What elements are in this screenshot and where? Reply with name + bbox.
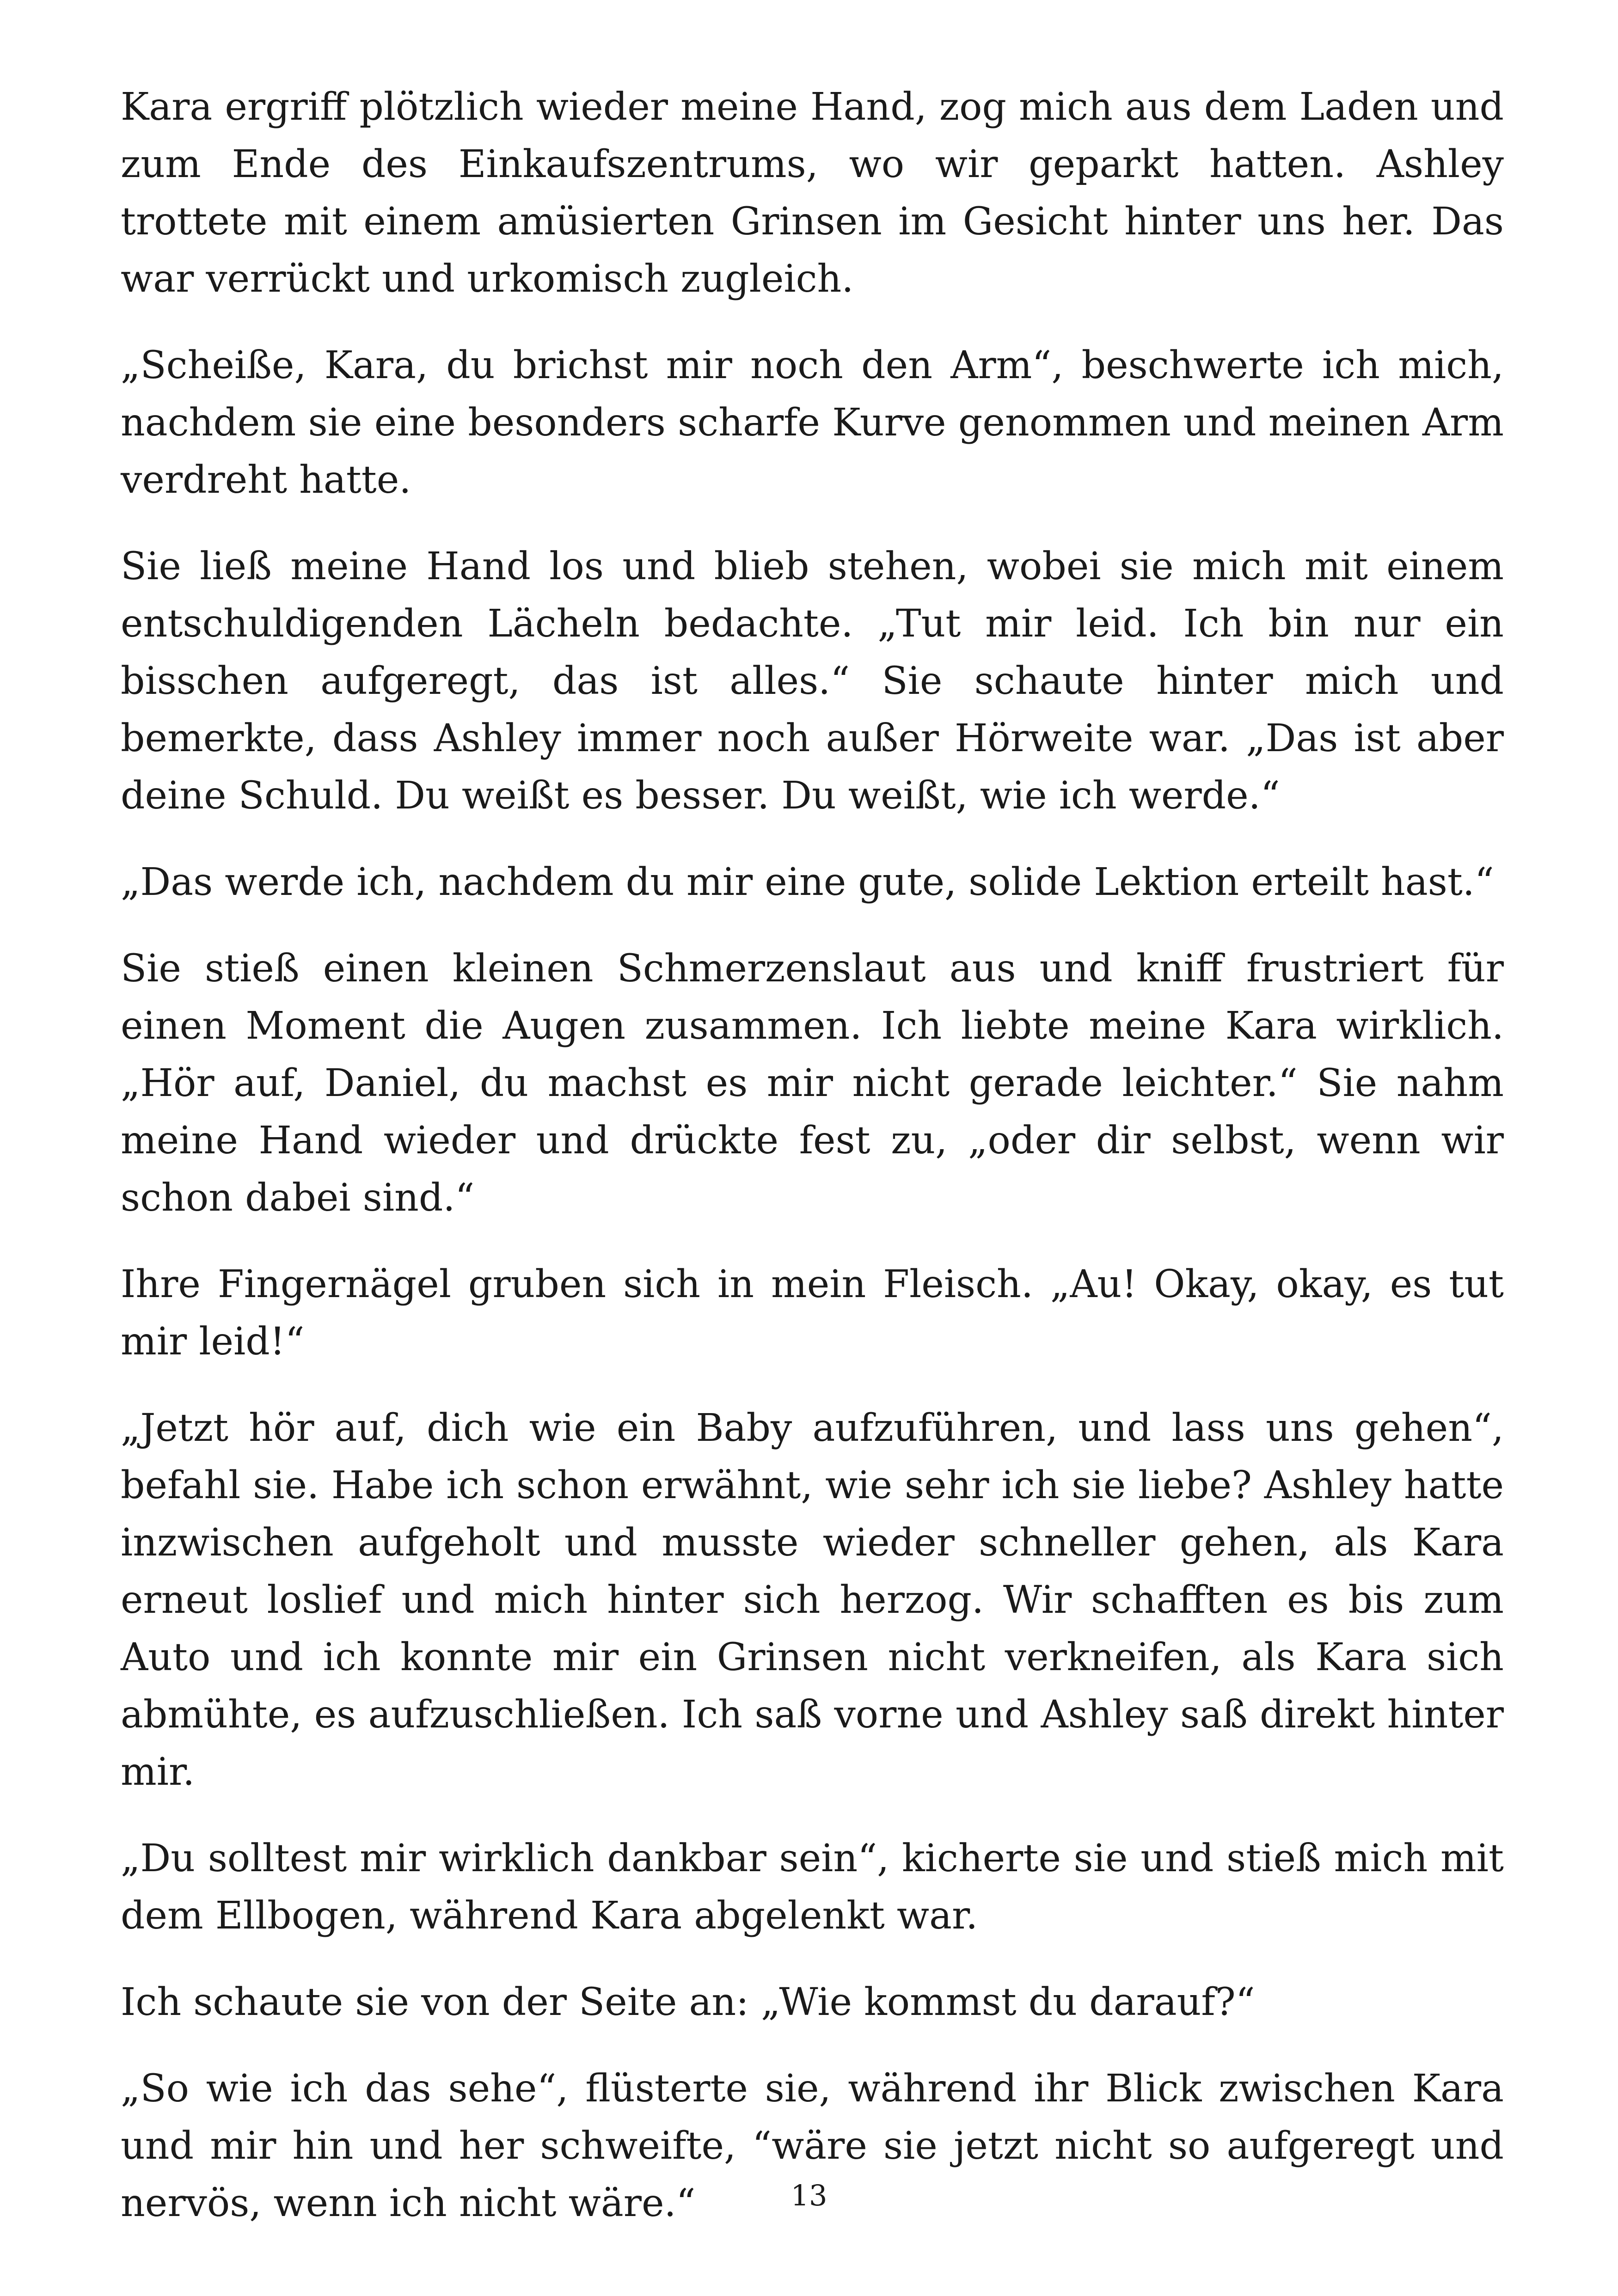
paragraph: „Du solltest mir wirklich dankbar sein“, kicherte sie und stieß mich mit dem Ellbogen, während Kara abgelenkt war. <box>121 1837 1504 1938</box>
body-text <box>121 79 1504 2261</box>
paragraph: Ich schaute sie von der Seite an: „Wie kommst du darauf?“ <box>121 1980 1255 2024</box>
paragraph: Ihre Fingernägel gruben sich in mein Fleisch. „Au! Okay, okay, es tut mir leid!“ <box>121 1262 1504 1364</box>
paragraph: Sie stieß einen kleinen Schmerzenslaut aus und kniff frustriert für einen Moment die Augen zusammen. Ich liebte meine Kara wirklich. „Hör auf, Daniel, du machst es mir nicht gerade leichter.“ Sie nahm meine Hand wieder und drückte fest zu, „oder dir selbst, wenn wir schon dabei sind.“ <box>121 947 1504 1220</box>
paragraph: Sie ließ meine Hand los und blieb stehen, wobei sie mich mit einem entschuldigenden Lächeln bedachte. „Tut mir leid. Ich bin nur ein bisschen aufgeregt, das ist alles.“ Sie schaute hinter mich und bemerkte, dass Ashley immer noch außer Hörweite war. „Das ist aber deine Schuld. Du weißt es besser. Du weißt, wie ich werde.“ <box>121 545 1504 818</box>
page-number: 13 <box>791 2179 827 2212</box>
paragraph: „Jetzt hör auf, dich wie ein Baby aufzuführen, und lass uns gehen“, befahl sie. Habe ich schon erwähnt, wie sehr ich sie liebe? Ashley hatte inzwischen aufgeholt und musste wieder schneller gehen, als Kara erneut loslief und mich hinter sich herzog. Wir schafften es bis zum Auto und ich konnte mir ein Grinsen nicht verkneifen, als Kara sich abmühte, es aufzuschließen. Ich saß vorne und Ashley saß direkt hinter mir. <box>121 1406 1504 1794</box>
paragraph: „Scheiße, Kara, du brichst mir noch den Arm“, beschwerte ich mich, nachdem sie eine besonders scharfe Kurve genommen und meinen Arm verdreht hatte. <box>121 343 1504 502</box>
paragraph: „Das werde ich, nachdem du mir eine gute, solide Lektion erteilt hast.“ <box>121 860 1494 904</box>
paragraph: Kara ergriff plötzlich wieder meine Hand, zog mich aus dem Laden und zum Ende des Einkaufszentrums, wo wir geparkt hatten. Ashley trottete mit einem amüsierten Grinsen im Gesicht hinter uns her. Das war verrückt und urkomisch zugleich. <box>121 85 1504 301</box>
paragraph: „So wie ich das sehe“, flüsterte sie, während ihr Blick zwischen Kara und mir hin und her schweifte, “wäre sie jetzt nicht so aufgeregt und nervös, wenn ich nicht wäre.“ <box>121 2067 1504 2225</box>
